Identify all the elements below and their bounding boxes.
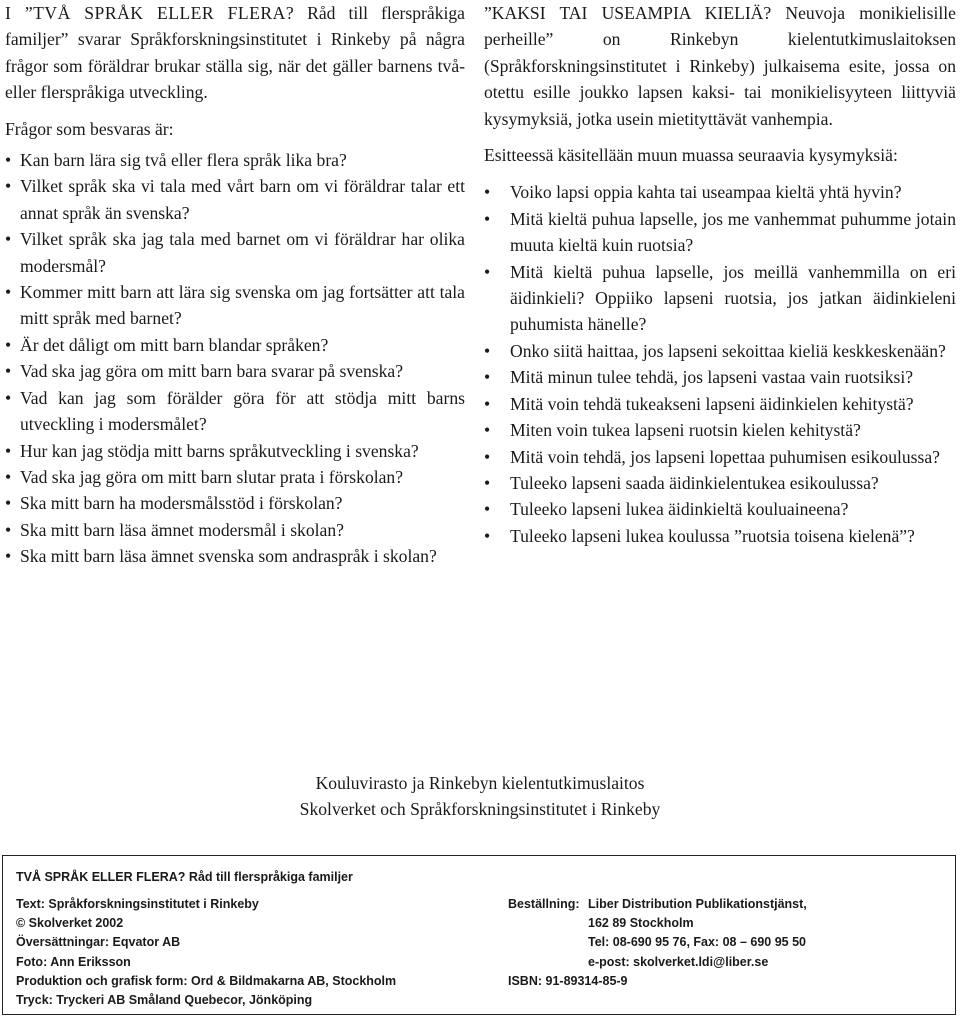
swedish-intro <box>5 0 465 106</box>
imprint-photo: Foto: Ann Eriksson <box>16 954 131 969</box>
list-item: • Vad ska jag göra om mitt barn slutar prata i förskolan? <box>5 464 465 490</box>
list-item: • Vilket språk ska vi tala med vårt barn om vi föräldrar talar ett annat språk än svenska? <box>5 173 465 226</box>
imprint-translations: Översättningar: Eqvator AB <box>16 935 181 950</box>
list-item: • Mitä minun tulee tehdä, jos lapseni vastaa vain ruotsiksi? <box>484 364 956 390</box>
list-item: • Mitä voin tehdä tukeakseni lapseni äidinkielen kehitystä? <box>484 391 956 417</box>
order-phone: Tel: 08-690 95 76, Fax: 08 – 690 95 50 <box>588 935 806 950</box>
list-item: • Miten voin tukea lapseni ruotsin kielen kehitystä? <box>484 417 956 443</box>
swedish-heading: I ”TVÅ SPRÅK ELLER FLERA? <box>5 3 295 23</box>
list-item: • Mitä kieltä puhua lapselle, jos meillä vanhemmilla on eri äidinkieli? Oppiiko lapseni ruotsia, jos jatkan äidinkieleni puhumista hänelle? <box>484 259 956 338</box>
list-item: • Kommer mitt barn att lära sig svenska om jag fortsätter att tala mitt språk med barnet? <box>5 279 465 332</box>
list-item: • Tuleeko lapseni lukea äidinkieltä kouluaineena? <box>484 496 956 522</box>
finnish-intro-text: Neuvoja monikielisille perheille” on Rinkebyn kielentutkimuslaitoksen (Språkforskningsinstitutet i Rinkeby) julkaisema esite, jossa on otettu esille joukko lapsen kaksi- tai monikielisyyteen liittyviä kysymyksiä, jotka usein mietityttävät vanhempia. <box>484 3 956 129</box>
list-item: • Är det dåligt om mitt barn blandar språken? <box>5 332 465 358</box>
list-item: • Ska mitt barn läsa ämnet modersmål i skolan? <box>5 517 465 543</box>
publisher-swedish: Skolverket och Språkforskningsinstitutet i Rinkeby <box>299 799 661 820</box>
order-label: Beställning: <box>508 897 580 911</box>
finnish-intro <box>484 0 956 132</box>
list-item: • Hur kan jag stödja mitt barns språkutveckling i svenska? <box>5 438 465 464</box>
list-item: • Kan barn lära sig två eller flera språk lika bra? <box>5 147 465 173</box>
list-item: • Voiko lapsi oppia kahta tai useampaa kieltä yhtä hyvin? <box>484 179 956 205</box>
order-email: e-post: skolverket.ldi@liber.se <box>588 954 769 969</box>
list-item: • Vad kan jag som förälder göra för att stödja mitt barns utveckling i modersmålet? <box>5 385 465 438</box>
imprint-credits <box>16 895 396 1010</box>
imprint-title: TVÅ SPRÅK ELLER FLERA? Råd till flerspråkiga familjer <box>16 870 353 884</box>
isbn: ISBN: 91-89314-85-9 <box>508 973 628 988</box>
imprint-production: Produktion och grafisk form: Ord & Bildmakarna AB, Stockholm <box>16 973 397 988</box>
list-item: • Onko siitä haittaa, jos lapseni sekoittaa kieliä keskkeskenään? <box>484 338 956 364</box>
publisher-finnish: Kouluvirasto ja Rinkebyn kielentutkimuslaitos <box>315 773 645 793</box>
swedish-question-list <box>5 147 465 570</box>
swedish-intro-text: Råd till flerspråkiga familjer” svarar Språkforskningsinstitutet i Rinkeby på några frågor som föräldrar brukar ställa sig, när det gäller barnens två- eller flerspråkiga utveckling. <box>5 3 465 103</box>
list-item: • Ska mitt barn läsa ämnet svenska som andraspråk i skolan? <box>5 543 465 569</box>
list-item: • Ska mitt barn ha modersmålsstöd i förskolan? <box>5 490 465 516</box>
list-item: • Mitä voin tehdä, jos lapseni lopettaa puhumisen esikoulussa? <box>484 444 956 470</box>
swedish-column <box>5 0 465 570</box>
order-address: 162 89 Stockholm <box>588 916 694 931</box>
imprint-box <box>2 855 956 1015</box>
list-item: • Vad ska jag göra om mitt barn bara svarar på svenska? <box>5 358 465 384</box>
swedish-questions-heading: Frågor som besvaras är: <box>5 118 174 139</box>
publisher-credits <box>0 770 960 823</box>
imprint-copyright: © Skolverket 2002 <box>16 916 124 931</box>
order-name: Liber Distribution Publikationstjänst, <box>588 897 807 911</box>
list-item: • Mitä kieltä puhua lapselle, jos me vanhemmat puhumme jotain muuta kieltä kuin ruotsia? <box>484 206 956 259</box>
list-item: • Vilket språk ska jag tala med barnet om vi föräldrar har olika modersmål? <box>5 226 465 279</box>
finnish-questions-heading: Esitteessä käsitellään muun muassa seuraavia kysymyksiä: <box>484 145 898 166</box>
order-details <box>588 895 948 972</box>
imprint-print: Tryck: Tryckeri AB Småland Quebecor, Jönköping <box>16 993 313 1008</box>
finnish-question-list <box>484 179 956 549</box>
finnish-heading: ”KAKSI TAI USEAMPIA KIELIÄ? <box>484 3 772 23</box>
imprint-text-credit: Text: Språkforskningsinstitutet i Rinkeby <box>16 897 259 911</box>
list-item: • Tuleeko lapseni lukea koulussa ”ruotsia toisena kielenä”? <box>484 523 956 549</box>
list-item: • Tuleeko lapseni saada äidinkielentukea esikoulussa? <box>484 470 956 496</box>
finnish-column <box>484 0 956 549</box>
